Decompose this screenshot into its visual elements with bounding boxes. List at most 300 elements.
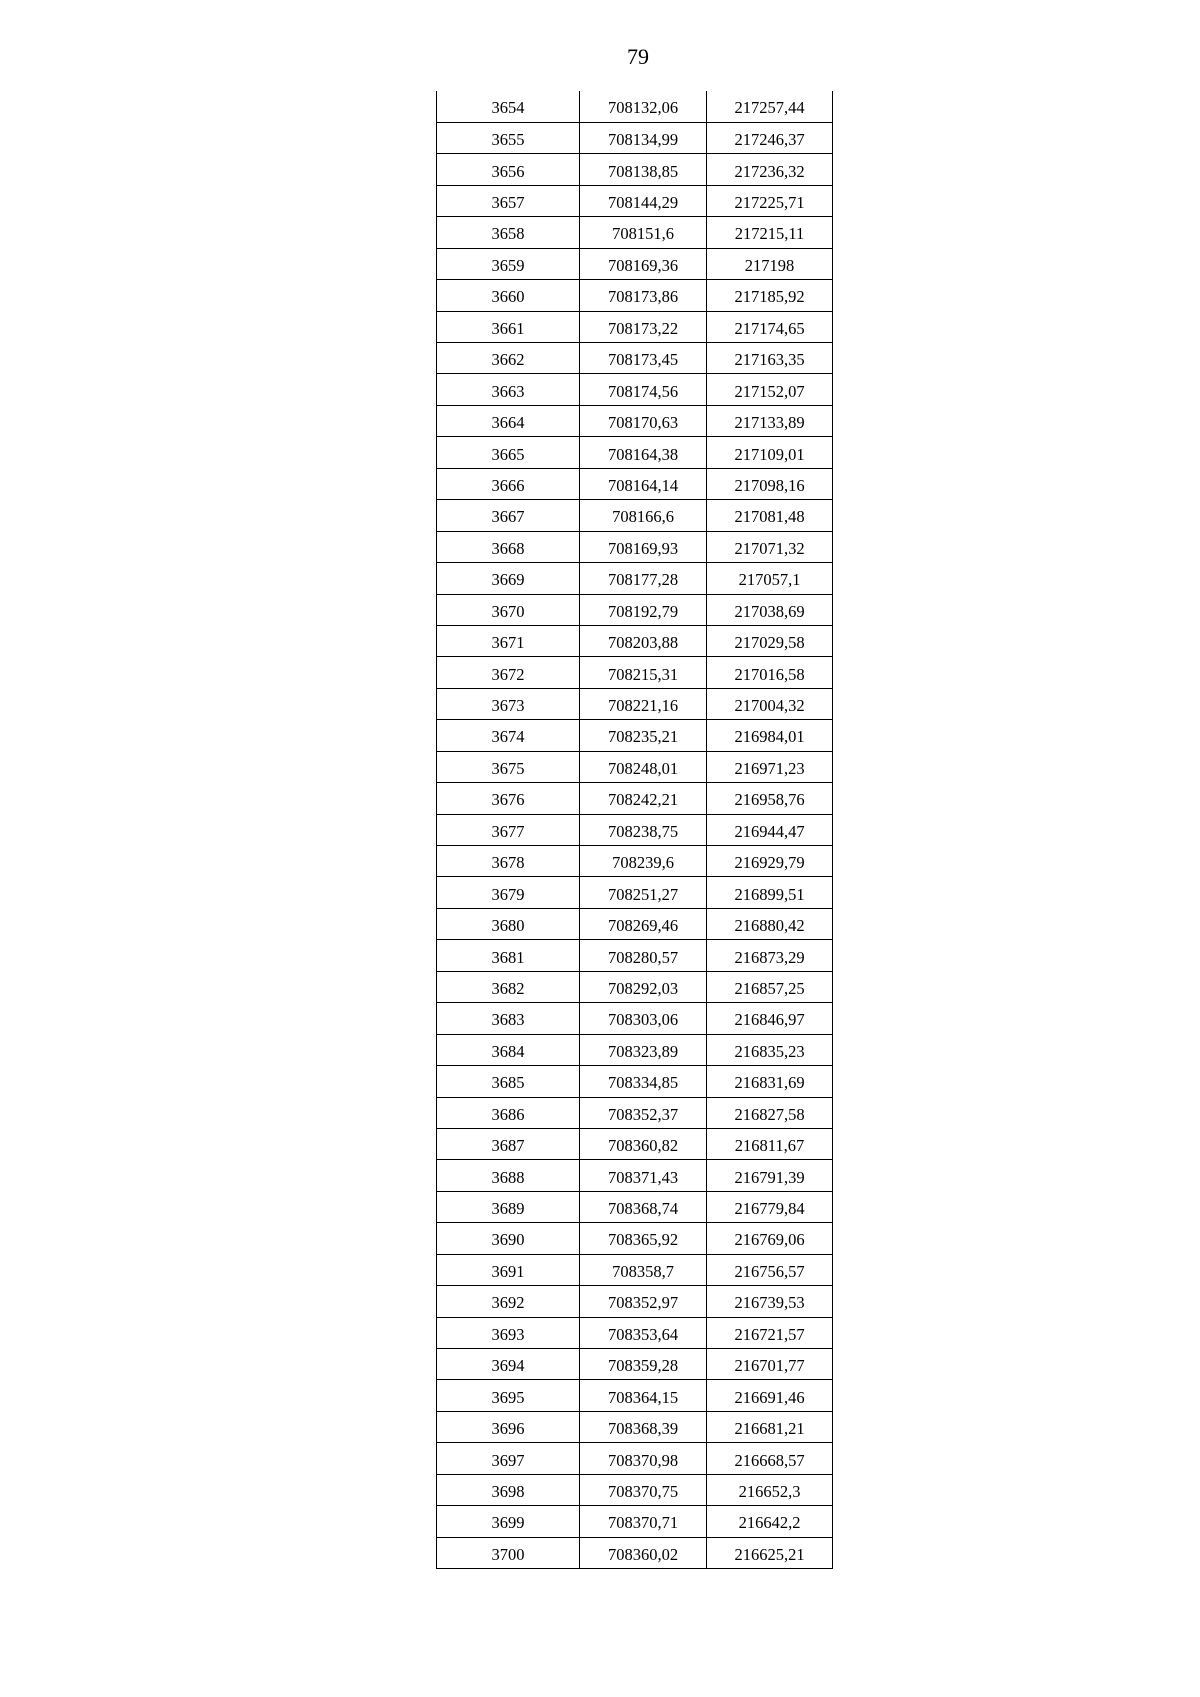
- point-number-text: 3699: [491, 1513, 525, 1533]
- x-coordinate-cell: [580, 1317, 707, 1348]
- x-coordinate-text: 708173,86: [607, 287, 679, 307]
- point-number-text: 3689: [491, 1199, 525, 1219]
- table-row: [437, 437, 833, 468]
- table-row: [437, 814, 833, 845]
- x-coordinate-text: 708173,22: [607, 318, 679, 338]
- point-number-text: 3693: [491, 1324, 525, 1344]
- y-coordinate-text: 216827,58: [734, 1104, 805, 1124]
- y-coordinate-cell: [707, 908, 833, 939]
- table-row: [437, 1128, 833, 1159]
- y-coordinate-cell: [707, 280, 833, 311]
- y-coordinate-cell: [707, 1411, 833, 1442]
- point-number-cell: [437, 846, 580, 877]
- y-coordinate-cell: [707, 1066, 833, 1097]
- point-number-text: 3683: [491, 1010, 525, 1030]
- y-coordinate-text: 216857,25: [734, 978, 805, 998]
- point-number-cell: [437, 1474, 580, 1505]
- point-number-cell: [437, 185, 580, 216]
- x-coordinate-text: 708134,99: [607, 130, 679, 150]
- point-number-text: 3684: [491, 1041, 525, 1061]
- point-number-text: 3685: [491, 1073, 525, 1093]
- point-number-text: 3660: [491, 287, 525, 307]
- x-coordinate-cell: [580, 1506, 707, 1537]
- table-row: [437, 594, 833, 625]
- point-number-text: 3654: [491, 98, 525, 118]
- x-coordinate-cell: [580, 688, 707, 719]
- y-coordinate-text: 216779,84: [734, 1199, 805, 1219]
- x-coordinate-cell: [580, 1034, 707, 1065]
- point-number-text: 3671: [491, 633, 525, 653]
- x-coordinate-text: 708360,02: [607, 1544, 679, 1564]
- table-row: [437, 1349, 833, 1380]
- point-number-cell: [437, 468, 580, 499]
- point-number-text: 3674: [491, 727, 525, 747]
- table-row: [437, 468, 833, 499]
- x-coordinate-cell: [580, 91, 707, 122]
- point-number-text: 3659: [491, 255, 525, 275]
- point-number-cell: [437, 1066, 580, 1097]
- point-number-text: 3661: [491, 318, 525, 338]
- y-coordinate-text: 216899,51: [734, 884, 805, 904]
- x-coordinate-cell: [580, 1003, 707, 1034]
- point-number-text: 3657: [491, 193, 525, 213]
- point-number-cell: [437, 437, 580, 468]
- y-coordinate-cell: [707, 1380, 833, 1411]
- x-coordinate-text: 708370,75: [607, 1481, 679, 1501]
- x-coordinate-cell: [580, 185, 707, 216]
- point-number-cell: [437, 531, 580, 562]
- point-number-cell: [437, 563, 580, 594]
- point-number-cell: [437, 814, 580, 845]
- y-coordinate-text: 217038,69: [734, 601, 805, 621]
- x-coordinate-cell: [580, 657, 707, 688]
- table-row: [437, 688, 833, 719]
- point-number-cell: [437, 217, 580, 248]
- y-coordinate-cell: [707, 1286, 833, 1317]
- point-number-text: 3679: [491, 884, 525, 904]
- table-row: [437, 217, 833, 248]
- y-coordinate-text: 217071,32: [734, 538, 805, 558]
- y-coordinate-text: 216721,57: [734, 1324, 805, 1344]
- y-coordinate-text: 216625,21: [734, 1544, 805, 1564]
- x-coordinate-cell: [580, 531, 707, 562]
- point-number-cell: [437, 625, 580, 656]
- x-coordinate-text: 708173,45: [607, 350, 679, 370]
- x-coordinate-text: 708280,57: [607, 947, 679, 967]
- table-row: [437, 1286, 833, 1317]
- y-coordinate-text: 216835,23: [734, 1041, 805, 1061]
- x-coordinate-cell: [580, 877, 707, 908]
- point-number-cell: [437, 1223, 580, 1254]
- point-number-text: 3691: [491, 1261, 525, 1281]
- table-row: [437, 1474, 833, 1505]
- table-row: [437, 1506, 833, 1537]
- x-coordinate-text: 708238,75: [607, 821, 679, 841]
- point-number-cell: [437, 1191, 580, 1222]
- y-coordinate-text: 216681,21: [734, 1419, 805, 1439]
- coordinates-table-body: [437, 91, 833, 1569]
- table-row: [437, 311, 833, 342]
- table-row: [437, 720, 833, 751]
- x-coordinate-text: 708352,37: [607, 1104, 679, 1124]
- x-coordinate-cell: [580, 280, 707, 311]
- point-number-text: 3680: [491, 916, 525, 936]
- y-coordinate-cell: [707, 783, 833, 814]
- table-row: [437, 1097, 833, 1128]
- point-number-text: 3663: [491, 381, 525, 401]
- y-coordinate-text: 217198: [744, 255, 795, 275]
- y-coordinate-text: 216642,2: [738, 1513, 801, 1533]
- x-coordinate-text: 708215,31: [607, 664, 679, 684]
- y-coordinate-cell: [707, 468, 833, 499]
- table-row: [437, 971, 833, 1002]
- table-row: [437, 563, 833, 594]
- y-coordinate-text: 217081,48: [734, 507, 805, 527]
- y-coordinate-cell: [707, 1537, 833, 1568]
- point-number-text: 3655: [491, 130, 525, 150]
- y-coordinate-cell: [707, 877, 833, 908]
- y-coordinate-cell: [707, 1223, 833, 1254]
- x-coordinate-text: 708192,79: [607, 601, 679, 621]
- y-coordinate-text: 216971,23: [734, 758, 805, 778]
- y-coordinate-cell: [707, 217, 833, 248]
- y-coordinate-text: 217016,58: [734, 664, 805, 684]
- y-coordinate-text: 217098,16: [734, 475, 805, 495]
- x-coordinate-text: 708360,82: [607, 1136, 679, 1156]
- point-number-text: 3665: [491, 444, 525, 464]
- point-number-text: 3695: [491, 1387, 525, 1407]
- point-number-cell: [437, 1254, 580, 1285]
- x-coordinate-text: 708359,28: [607, 1356, 679, 1376]
- point-number-cell: [437, 343, 580, 374]
- x-coordinate-text: 708365,92: [607, 1230, 679, 1250]
- point-number-text: 3662: [491, 350, 525, 370]
- x-coordinate-cell: [580, 1254, 707, 1285]
- point-number-text: 3678: [491, 853, 525, 873]
- x-coordinate-text: 708170,63: [607, 413, 679, 433]
- table-row: [437, 1380, 833, 1411]
- x-coordinate-cell: [580, 594, 707, 625]
- point-number-cell: [437, 1160, 580, 1191]
- point-number-cell: [437, 280, 580, 311]
- point-number-cell: [437, 1286, 580, 1317]
- point-number-text: 3664: [491, 413, 525, 433]
- x-coordinate-cell: [580, 343, 707, 374]
- point-number-cell: [437, 91, 580, 122]
- point-number-cell: [437, 1097, 580, 1128]
- point-number-text: 3658: [491, 224, 525, 244]
- table-row: [437, 1317, 833, 1348]
- table-row: [437, 846, 833, 877]
- point-number-text: 3668: [491, 538, 525, 558]
- y-coordinate-cell: [707, 531, 833, 562]
- y-coordinate-cell: [707, 1506, 833, 1537]
- point-number-text: 3670: [491, 601, 525, 621]
- point-number-cell: [437, 1003, 580, 1034]
- y-coordinate-text: 217152,07: [734, 381, 805, 401]
- y-coordinate-text: 216873,29: [734, 947, 805, 967]
- point-number-text: 3696: [491, 1419, 525, 1439]
- y-coordinate-text: 216769,06: [734, 1230, 805, 1250]
- y-coordinate-text: 217225,71: [734, 193, 805, 213]
- x-coordinate-text: 708370,98: [607, 1450, 679, 1470]
- y-coordinate-text: 217057,1: [738, 570, 801, 590]
- point-number-text: 3677: [491, 821, 525, 841]
- point-number-cell: [437, 908, 580, 939]
- x-coordinate-cell: [580, 1066, 707, 1097]
- point-number-text: 3692: [491, 1293, 525, 1313]
- x-coordinate-cell: [580, 1443, 707, 1474]
- table-row: [437, 374, 833, 405]
- y-coordinate-text: 216701,77: [734, 1356, 805, 1376]
- table-row: [437, 877, 833, 908]
- point-number-text: 3687: [491, 1136, 525, 1156]
- point-number-cell: [437, 122, 580, 153]
- y-coordinate-cell: [707, 594, 833, 625]
- x-coordinate-cell: [580, 940, 707, 971]
- x-coordinate-cell: [580, 1380, 707, 1411]
- x-coordinate-text: 708166,6: [612, 507, 674, 527]
- y-coordinate-text: 216811,67: [734, 1136, 805, 1156]
- y-coordinate-text: 217185,92: [734, 287, 805, 307]
- table-row: [437, 405, 833, 436]
- point-number-cell: [437, 154, 580, 185]
- point-number-text: 3672: [491, 664, 525, 684]
- y-coordinate-cell: [707, 500, 833, 531]
- point-number-text: 3656: [491, 161, 525, 181]
- table-row: [437, 500, 833, 531]
- table-row: [437, 122, 833, 153]
- y-coordinate-cell: [707, 1474, 833, 1505]
- y-coordinate-text: 216831,69: [734, 1073, 805, 1093]
- x-coordinate-cell: [580, 971, 707, 1002]
- y-coordinate-text: 216929,79: [734, 853, 805, 873]
- x-coordinate-cell: [580, 563, 707, 594]
- y-coordinate-cell: [707, 688, 833, 719]
- x-coordinate-cell: [580, 1474, 707, 1505]
- point-number-text: 3686: [491, 1104, 525, 1124]
- table-row: [437, 91, 833, 122]
- x-coordinate-text: 708169,93: [607, 538, 679, 558]
- point-number-cell: [437, 500, 580, 531]
- x-coordinate-text: 708235,21: [607, 727, 679, 747]
- y-coordinate-text: 216846,97: [734, 1010, 805, 1030]
- point-number-cell: [437, 248, 580, 279]
- point-number-cell: [437, 1506, 580, 1537]
- y-coordinate-cell: [707, 814, 833, 845]
- x-coordinate-text: 708177,28: [607, 570, 679, 590]
- y-coordinate-text: 217163,35: [734, 350, 805, 370]
- y-coordinate-text: 216668,57: [734, 1450, 805, 1470]
- x-coordinate-text: 708334,85: [607, 1073, 679, 1093]
- point-number-text: 3666: [491, 475, 525, 495]
- x-coordinate-text: 708169,36: [607, 255, 679, 275]
- y-coordinate-cell: [707, 940, 833, 971]
- x-coordinate-text: 708370,71: [607, 1513, 679, 1533]
- x-coordinate-text: 708138,85: [607, 161, 679, 181]
- x-coordinate-text: 708323,89: [607, 1041, 679, 1061]
- point-number-cell: [437, 720, 580, 751]
- x-coordinate-text: 708239,6: [612, 853, 674, 873]
- x-coordinate-text: 708203,88: [607, 633, 679, 653]
- x-coordinate-cell: [580, 1286, 707, 1317]
- y-coordinate-cell: [707, 625, 833, 656]
- point-number-cell: [437, 1443, 580, 1474]
- point-number-text: 3673: [491, 696, 525, 716]
- point-number-cell: [437, 877, 580, 908]
- y-coordinate-cell: [707, 1317, 833, 1348]
- point-number-cell: [437, 1034, 580, 1065]
- table-row: [437, 1411, 833, 1442]
- x-coordinate-text: 708151,6: [612, 224, 674, 244]
- y-coordinate-text: 217109,01: [734, 444, 805, 464]
- table-row: [437, 280, 833, 311]
- x-coordinate-cell: [580, 122, 707, 153]
- point-number-cell: [437, 405, 580, 436]
- x-coordinate-cell: [580, 374, 707, 405]
- x-coordinate-text: 708248,01: [607, 758, 679, 778]
- table-row: [437, 783, 833, 814]
- point-number-cell: [437, 940, 580, 971]
- x-coordinate-cell: [580, 625, 707, 656]
- point-number-cell: [437, 1537, 580, 1568]
- x-coordinate-cell: [580, 1160, 707, 1191]
- y-coordinate-cell: [707, 1160, 833, 1191]
- y-coordinate-text: 217004,32: [734, 696, 805, 716]
- table-row: [437, 154, 833, 185]
- y-coordinate-text: 217215,11: [734, 224, 805, 244]
- y-coordinate-cell: [707, 1191, 833, 1222]
- x-coordinate-text: 708368,39: [607, 1419, 679, 1439]
- point-number-cell: [437, 971, 580, 1002]
- table-row: [437, 1537, 833, 1568]
- y-coordinate-text: 217029,58: [734, 633, 805, 653]
- point-number-text: 3681: [491, 947, 525, 967]
- point-number-cell: [437, 1128, 580, 1159]
- point-number-text: 3667: [491, 507, 525, 527]
- point-number-cell: [437, 1380, 580, 1411]
- x-coordinate-cell: [580, 751, 707, 782]
- x-coordinate-text: 708174,56: [607, 381, 679, 401]
- x-coordinate-cell: [580, 846, 707, 877]
- x-coordinate-cell: [580, 1411, 707, 1442]
- y-coordinate-cell: [707, 1349, 833, 1380]
- y-coordinate-text: 216691,46: [734, 1387, 805, 1407]
- table-row: [437, 343, 833, 374]
- x-coordinate-text: 708352,97: [607, 1293, 679, 1313]
- y-coordinate-text: 217236,32: [734, 161, 805, 181]
- table-row: [437, 751, 833, 782]
- point-number-text: 3682: [491, 978, 525, 998]
- x-coordinate-text: 708144,29: [607, 193, 679, 213]
- x-coordinate-text: 708132,06: [607, 98, 679, 118]
- y-coordinate-cell: [707, 563, 833, 594]
- y-coordinate-cell: [707, 374, 833, 405]
- x-coordinate-cell: [580, 1128, 707, 1159]
- x-coordinate-text: 708269,46: [607, 916, 679, 936]
- table-row: [437, 1160, 833, 1191]
- point-number-cell: [437, 374, 580, 405]
- y-coordinate-cell: [707, 1097, 833, 1128]
- table-row: [437, 1443, 833, 1474]
- y-coordinate-cell: [707, 122, 833, 153]
- x-coordinate-cell: [580, 311, 707, 342]
- x-coordinate-text: 708364,15: [607, 1387, 679, 1407]
- table-row: [437, 1034, 833, 1065]
- y-coordinate-text: 216739,53: [734, 1293, 805, 1313]
- table-row: [437, 657, 833, 688]
- y-coordinate-cell: [707, 1034, 833, 1065]
- point-number-text: 3694: [491, 1356, 525, 1376]
- y-coordinate-cell: [707, 1443, 833, 1474]
- x-coordinate-cell: [580, 154, 707, 185]
- table-row: [437, 940, 833, 971]
- y-coordinate-cell: [707, 657, 833, 688]
- y-coordinate-text: 216791,39: [734, 1167, 805, 1187]
- y-coordinate-text: 216756,57: [734, 1261, 805, 1281]
- x-coordinate-cell: [580, 468, 707, 499]
- y-coordinate-cell: [707, 1003, 833, 1034]
- point-number-text: 3697: [491, 1450, 525, 1470]
- point-number-text: 3700: [491, 1544, 525, 1564]
- coordinates-table: [436, 91, 833, 1569]
- table-row: [437, 248, 833, 279]
- y-coordinate-text: 216944,47: [734, 821, 805, 841]
- x-coordinate-text: 708221,16: [607, 696, 679, 716]
- x-coordinate-text: 708251,27: [607, 884, 679, 904]
- point-number-text: 3675: [491, 758, 525, 778]
- point-number-text: 3676: [491, 790, 525, 810]
- y-coordinate-cell: [707, 154, 833, 185]
- x-coordinate-text: 708371,43: [607, 1167, 679, 1187]
- point-number-cell: [437, 751, 580, 782]
- y-coordinate-cell: [707, 971, 833, 1002]
- point-number-cell: [437, 594, 580, 625]
- y-coordinate-text: 217174,65: [734, 318, 805, 338]
- table-row: [437, 1066, 833, 1097]
- x-coordinate-text: 708368,74: [607, 1199, 679, 1219]
- y-coordinate-cell: [707, 1128, 833, 1159]
- x-coordinate-cell: [580, 1537, 707, 1568]
- x-coordinate-text: 708242,21: [607, 790, 679, 810]
- x-coordinate-cell: [580, 783, 707, 814]
- y-coordinate-cell: [707, 720, 833, 751]
- x-coordinate-cell: [580, 405, 707, 436]
- x-coordinate-text: 708303,06: [607, 1010, 679, 1030]
- point-number-cell: [437, 688, 580, 719]
- x-coordinate-text: 708164,14: [607, 475, 679, 495]
- x-coordinate-cell: [580, 500, 707, 531]
- y-coordinate-cell: [707, 1254, 833, 1285]
- x-coordinate-text: 708353,64: [607, 1324, 679, 1344]
- table-row: [437, 1191, 833, 1222]
- y-coordinate-text: 217133,89: [734, 413, 805, 433]
- point-number-cell: [437, 1349, 580, 1380]
- y-coordinate-cell: [707, 311, 833, 342]
- y-coordinate-cell: [707, 751, 833, 782]
- x-coordinate-text: 708164,38: [607, 444, 679, 464]
- point-number-text: 3698: [491, 1481, 525, 1501]
- x-coordinate-text: 708358,7: [612, 1261, 674, 1281]
- x-coordinate-cell: [580, 1223, 707, 1254]
- y-coordinate-text: 217257,44: [734, 98, 805, 118]
- point-number-text: 3688: [491, 1167, 525, 1187]
- x-coordinate-cell: [580, 720, 707, 751]
- table-row: [437, 1223, 833, 1254]
- point-number-cell: [437, 657, 580, 688]
- y-coordinate-cell: [707, 343, 833, 374]
- x-coordinate-cell: [580, 1097, 707, 1128]
